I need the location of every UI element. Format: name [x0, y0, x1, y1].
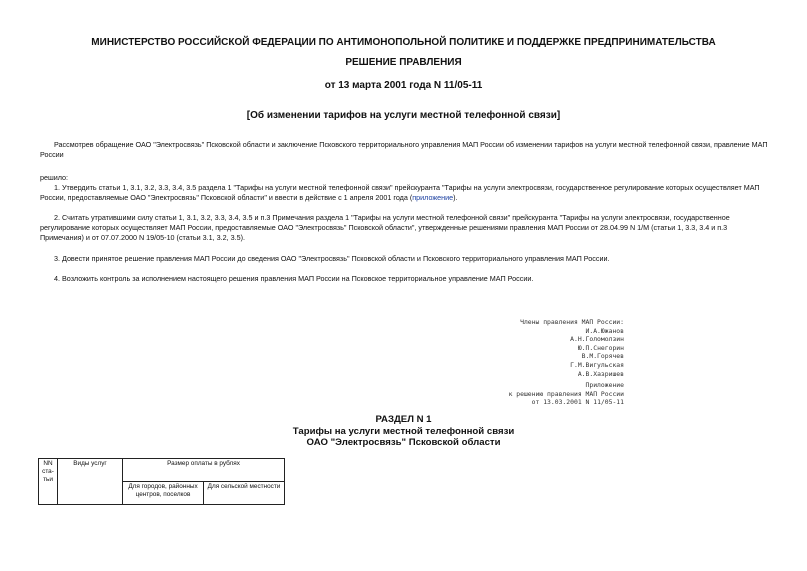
signature-member: В.М.Горячев — [581, 352, 624, 361]
appendix-note — [509, 381, 624, 407]
item-1-end: ). — [453, 193, 458, 202]
section-subtitle: Тарифы на услуги местной телефонной связи — [292, 426, 515, 437]
appendix-line: Приложение — [585, 381, 624, 389]
col-header-payment: Размер оплаты в рублях — [123, 459, 285, 482]
appendix-line: к решению правления МАП России — [508, 389, 624, 398]
document-date-number: от 13 марта 2001 года N 11/05-11 — [324, 80, 483, 91]
signature-member: Г.М.Вигульская — [570, 360, 624, 369]
ministry-heading: МИНИСТЕРСТВО РОССИЙСКОЙ ФЕДЕРАЦИИ ПО АНТИМОНОПОЛЬНОЙ ПОЛИТИКЕ И ПОДДЕРЖКЕ ПРЕДПРИНИМАТЕЛЬСТВА — [91, 37, 716, 48]
item-2: 2. Считать утратившими силу статьи 1, 3.1, 3.2, 3.3, 3.4, 3.5 и п.3 Примечания раздела 1 "Тарифы на услуги местной телефонной связи" прейскуранта "Тарифы на услуги электросвязи, государственное регулирование которых осуществляет МАП России, предоставляемые ОАО "Электросвязь" Псковской области", утвержденные решениями правления МАП России от 28.04.99 N 1/М (статьи 1, 3.3, 3.4 и п.3 Примечания) и от 07.07.2000 N 19/05-10 (статьи 3.1, 3.2, 3.5). — [40, 213, 730, 242]
document-subject: [Об изменении тарифов на услуги местной телефонной связи] — [246, 110, 561, 121]
intro-paragraph: Рассмотрев обращение ОАО "Электросвязь" Псковской области и заключение Псковского территориального управления МАП России об изменении тарифов на услуги местной телефонной связи, правление МАП России — [40, 140, 768, 159]
item-3: 3. Довести принятое решение правления МАП России до сведения ОАО "Электросвязь" Псковской области и Псковского территориального управления МАП России. — [54, 254, 610, 263]
appendix-line: от 13.03.2001 N 11/05-11 — [531, 398, 624, 407]
signatures-title: Члены правления МАП России: — [520, 318, 624, 326]
signature-member: А.В.Хазришев — [577, 369, 624, 378]
col-header-rural: Для сельской местности — [204, 482, 285, 505]
item-4: 4. Возложить контроль за исполнением настоящего решения правления МАП России на Псковское территориальное управление МАП России. — [54, 274, 534, 283]
item-1-text: 1. Утвердить статьи 1, 3.1, 3.2, 3.3, 3.4, 3.5 раздела 1 "Тарифы на услуги местной телефонной связи" прейскуранта "Тарифы на услуги электросвязи, государственное регулирование которых осуществляет МАП России, предоставляемые ОАО "Электросвязь" Псковской области" и ввести в действие с 1 апреля 2001 года ( — [40, 183, 760, 202]
tariff-table — [38, 458, 285, 505]
signature-member: А.Н.Голомолзин — [570, 335, 624, 344]
col-header-city: Для городов, районных центров, поселков — [123, 482, 204, 505]
signature-member: И.А.Южанов — [585, 326, 624, 335]
decided-label: решило: — [40, 173, 69, 182]
col-header-services: Виды услуг — [58, 459, 123, 505]
section-subtitle: ОАО "Электросвязь" Псковской области — [306, 437, 501, 448]
document-type: РЕШЕНИЕ ПРАВЛЕНИЯ — [345, 57, 462, 68]
item-1 — [40, 183, 770, 203]
appendix-link[interactable]: приложение — [412, 193, 454, 202]
signatures-block — [520, 318, 624, 378]
signature-member: Ю.П.Снегорин — [577, 343, 624, 352]
section-title: РАЗДЕЛ N 1 — [375, 414, 432, 425]
col-header-nn: NN ста-тьи — [39, 459, 58, 505]
